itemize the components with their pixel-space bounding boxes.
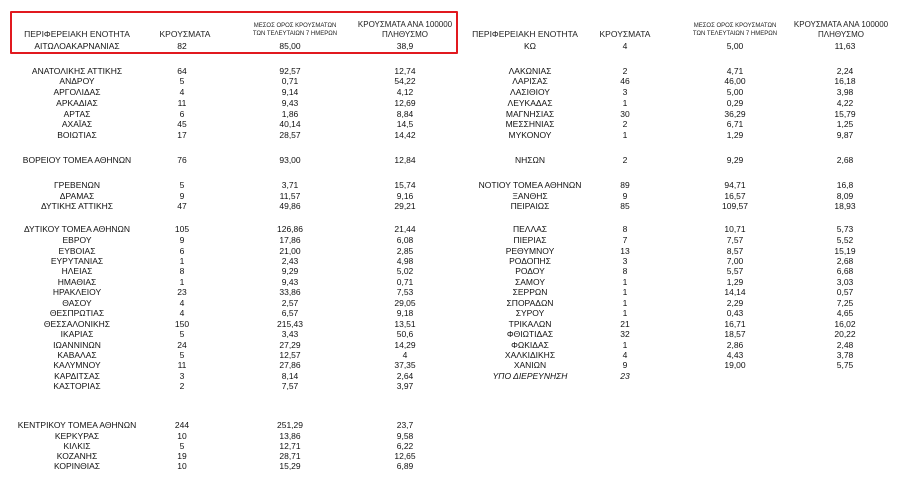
right-row-cases: 2 bbox=[622, 155, 628, 165]
right-row-region: ΣΥΡΟΥ bbox=[515, 308, 545, 318]
right-row-avg: 16,71 bbox=[724, 319, 746, 329]
right-row-per100k: 5,52 bbox=[836, 235, 854, 245]
left-row-avg: 27,86 bbox=[279, 360, 301, 370]
left-row-per100k: 14,29 bbox=[394, 340, 416, 350]
right-row-region: ΠΕΙΡΑΙΩΣ bbox=[510, 201, 550, 211]
right-row-region: ΝΟΤΙΟΥ ΤΟΜΕΑ ΑΘΗΝΩΝ bbox=[478, 180, 582, 190]
left-row-per100k: 12,74 bbox=[394, 66, 416, 76]
right-row-avg: 7,57 bbox=[726, 235, 744, 245]
right-row-region: ΛΑΣΙΘΙΟΥ bbox=[510, 87, 550, 97]
right-row-region: ΠΕΛΛΑΣ bbox=[512, 224, 548, 234]
left-row-cases: 19 bbox=[177, 451, 187, 461]
right-row-region: ΡΟΔΟΥ bbox=[515, 266, 545, 276]
right-row-cases: 1 bbox=[622, 298, 628, 308]
left-row-cases: 82 bbox=[177, 41, 187, 51]
left-row-cases: 6 bbox=[179, 246, 185, 256]
right-row-cases: 13 bbox=[620, 246, 630, 256]
left-row-avg: 3,43 bbox=[281, 329, 299, 339]
left-row-avg: 12,57 bbox=[279, 350, 301, 360]
left-row-per100k: 21,44 bbox=[394, 224, 416, 234]
right-row-cases: 30 bbox=[620, 109, 630, 119]
right-row-per100k: 3,78 bbox=[836, 350, 854, 360]
right-row-cases: 46 bbox=[620, 76, 630, 86]
left-row-avg: 12,71 bbox=[279, 441, 301, 451]
right-row-per100k: 8,09 bbox=[836, 191, 854, 201]
right-row-cases: 8 bbox=[622, 266, 628, 276]
left-row-region: ΚΟΖΑΝΗΣ bbox=[56, 451, 98, 461]
right-row-region: ΞΑΝΘΗΣ bbox=[512, 191, 548, 201]
right-row-avg: 1,29 bbox=[726, 277, 744, 287]
left-row-region: ΚΑΡΔΙΤΣΑΣ bbox=[54, 371, 100, 381]
right-row-cases: 1 bbox=[622, 287, 628, 297]
left-row-region: ΚΕΡΚΥΡΑΣ bbox=[54, 431, 100, 441]
right-row-region: ΥΠΟ ΔΙΕΡΕΥΝΗΣΗ bbox=[492, 371, 568, 381]
left-row-region: ΑΡΓΟΛΙΔΑΣ bbox=[53, 87, 101, 97]
right-row-region: ΠΙΕΡΙΑΣ bbox=[513, 235, 547, 245]
left-row-cases: 6 bbox=[179, 109, 185, 119]
left-row-cases: 64 bbox=[177, 66, 187, 76]
left-row-avg: 2,43 bbox=[281, 256, 299, 266]
left-row-per100k: 0,71 bbox=[396, 277, 414, 287]
right-row-region: ΦΩΚΙΔΑΣ bbox=[511, 340, 549, 350]
right-header-region: ΠΕΡΙΦΕΡΕΙΑΚΗ ΕΝΟΤΗΤΑ bbox=[472, 29, 578, 39]
left-row-region: ΑΝΔΡΟΥ bbox=[59, 76, 95, 86]
left-row-per100k: 7,53 bbox=[396, 287, 414, 297]
left-row-per100k: 9,58 bbox=[396, 431, 414, 441]
left-row-cases: 1 bbox=[179, 256, 185, 266]
right-row-avg: 5,00 bbox=[726, 41, 744, 51]
left-row-cases: 11 bbox=[177, 360, 187, 370]
right-row-region: ΡΟΔΟΠΗΣ bbox=[509, 256, 551, 266]
left-row-per100k: 14,42 bbox=[394, 130, 416, 140]
left-row-region: ΗΜΑΘΙΑΣ bbox=[57, 277, 97, 287]
left-row-per100k: 8,84 bbox=[396, 109, 414, 119]
left-row-avg: 85,00 bbox=[279, 41, 301, 51]
right-row-region: ΜΑΓΝΗΣΙΑΣ bbox=[505, 109, 555, 119]
right-row-avg: 19,00 bbox=[724, 360, 746, 370]
right-row-avg: 4,71 bbox=[726, 66, 744, 76]
left-row-per100k: 4 bbox=[402, 350, 408, 360]
left-row-per100k: 29,05 bbox=[394, 298, 416, 308]
left-row-cases: 5 bbox=[179, 76, 185, 86]
right-row-avg: 94,71 bbox=[724, 180, 746, 190]
left-row-per100k: 23,7 bbox=[396, 420, 414, 430]
right-header-cases: ΚΡΟΥΣΜΑΤΑ bbox=[599, 29, 651, 39]
left-row-region: ΕΒΡΟΥ bbox=[62, 235, 92, 245]
right-row-per100k: 2,48 bbox=[836, 340, 854, 350]
left-row-cases: 5 bbox=[179, 441, 185, 451]
right-row-per100k: 2,68 bbox=[836, 256, 854, 266]
left-row-avg: 9,43 bbox=[281, 98, 299, 108]
right-row-per100k: 4,22 bbox=[836, 98, 854, 108]
right-row-avg: 0,43 bbox=[726, 308, 744, 318]
right-row-region: ΜΕΣΣΗΝΙΑΣ bbox=[505, 119, 555, 129]
left-row-region: ΚΙΛΚΙΣ bbox=[63, 441, 91, 451]
left-row-region: ΑΝΑΤΟΛΙΚΗΣ ΑΤΤΙΚΗΣ bbox=[31, 66, 123, 76]
left-row-avg: 27,29 bbox=[279, 340, 301, 350]
right-row-avg: 0,29 bbox=[726, 98, 744, 108]
left-row-per100k: 37,35 bbox=[394, 360, 416, 370]
right-row-per100k: 2,24 bbox=[836, 66, 854, 76]
left-header-region: ΠΕΡΙΦΕΡΕΙΑΚΗ ΕΝΟΤΗΤΑ bbox=[24, 29, 130, 39]
right-row-cases: 1 bbox=[622, 340, 628, 350]
left-row-region: ΔΥΤΙΚΗΣ ΑΤΤΙΚΗΣ bbox=[40, 201, 114, 211]
right-row-per100k: 3,03 bbox=[836, 277, 854, 287]
left-row-avg: 92,57 bbox=[279, 66, 301, 76]
left-row-cases: 10 bbox=[177, 461, 187, 471]
right-row-cases: 89 bbox=[620, 180, 630, 190]
left-row-per100k: 14,5 bbox=[396, 119, 414, 129]
right-row-avg: 4,43 bbox=[726, 350, 744, 360]
left-row-cases: 105 bbox=[174, 224, 190, 234]
right-row-region: ΣΕΡΡΩΝ bbox=[512, 287, 548, 297]
right-row-per100k: 2,68 bbox=[836, 155, 854, 165]
left-row-cases: 17 bbox=[177, 130, 187, 140]
left-row-per100k: 15,74 bbox=[394, 180, 416, 190]
left-header-per100k: ΚΡΟΥΣΜΑΤΑ ΑΝΑ 100000 ΠΛΗΘΥΣΜΟ bbox=[357, 20, 453, 39]
left-header-cases: ΚΡΟΥΣΜΑΤΑ bbox=[159, 29, 211, 39]
left-row-per100k: 4,98 bbox=[396, 256, 414, 266]
right-header-avg: ΜΕΣΟΣ ΟΡΟΣ ΚΡΟΥΣΜΑΤΩΝ ΤΩΝ ΤΕΛΕΥΤΑΙΩΝ 7 ΗΜΕΡΩΝ bbox=[692, 23, 778, 37]
right-row-cases: 4 bbox=[622, 350, 628, 360]
left-row-cases: 1 bbox=[179, 277, 185, 287]
left-row-region: ΗΡΑΚΛΕΙΟΥ bbox=[52, 287, 102, 297]
left-header-avg: ΜΕΣΟΣ ΟΡΟΣ ΚΡΟΥΣΜΑΤΩΝ ΤΩΝ ΤΕΛΕΥΤΑΙΩΝ 7 ΗΜΕΡΩΝ bbox=[252, 23, 338, 37]
right-row-avg: 16,57 bbox=[724, 191, 746, 201]
right-row-cases: 9 bbox=[622, 191, 628, 201]
right-row-per100k: 16,02 bbox=[834, 319, 856, 329]
left-row-cases: 3 bbox=[179, 371, 185, 381]
left-row-avg: 8,14 bbox=[281, 371, 299, 381]
right-row-avg: 6,71 bbox=[726, 119, 744, 129]
left-row-per100k: 38,9 bbox=[396, 41, 414, 51]
left-row-avg: 1,86 bbox=[281, 109, 299, 119]
left-row-per100k: 6,08 bbox=[396, 235, 414, 245]
left-row-cases: 8 bbox=[179, 266, 185, 276]
right-row-cases: 4 bbox=[622, 41, 628, 51]
right-row-per100k: 7,25 bbox=[836, 298, 854, 308]
right-row-per100k: 11,63 bbox=[834, 41, 856, 51]
left-row-avg: 17,86 bbox=[279, 235, 301, 245]
left-row-avg: 49,86 bbox=[279, 201, 301, 211]
right-row-per100k: 15,79 bbox=[834, 109, 856, 119]
left-row-per100k: 12,69 bbox=[394, 98, 416, 108]
left-row-cases: 2 bbox=[179, 381, 185, 391]
right-row-per100k: 16,18 bbox=[834, 76, 856, 86]
left-row-avg: 40,14 bbox=[279, 119, 301, 129]
left-row-per100k: 4,12 bbox=[396, 87, 414, 97]
left-row-region: ΘΕΣΣΑΛΟΝΙΚΗΣ bbox=[43, 319, 111, 329]
left-row-per100k: 54,22 bbox=[394, 76, 416, 86]
left-row-avg: 126,86 bbox=[277, 224, 303, 234]
right-row-cases: 2 bbox=[622, 66, 628, 76]
right-row-per100k: 6,68 bbox=[836, 266, 854, 276]
right-row-cases: 23 bbox=[620, 371, 630, 381]
left-row-cases: 5 bbox=[179, 350, 185, 360]
left-row-region: ΚΑΣΤΟΡΙΑΣ bbox=[53, 381, 101, 391]
right-row-per100k: 1,25 bbox=[836, 119, 854, 129]
left-row-avg: 215,43 bbox=[277, 319, 303, 329]
left-row-cases: 244 bbox=[174, 420, 190, 430]
right-row-per100k: 3,98 bbox=[836, 87, 854, 97]
right-row-region: ΧΑΛΚΙΔΙΚΗΣ bbox=[504, 350, 556, 360]
left-row-region: ΑΡΤΑΣ bbox=[63, 109, 91, 119]
left-row-per100k: 2,85 bbox=[396, 246, 414, 256]
right-row-cases: 1 bbox=[622, 98, 628, 108]
right-row-avg: 7,00 bbox=[726, 256, 744, 266]
left-row-avg: 9,43 bbox=[281, 277, 299, 287]
left-row-avg: 21,00 bbox=[279, 246, 301, 256]
left-row-per100k: 2,64 bbox=[396, 371, 414, 381]
left-row-cases: 10 bbox=[177, 431, 187, 441]
right-row-per100k: 5,75 bbox=[836, 360, 854, 370]
right-row-per100k: 5,73 bbox=[836, 224, 854, 234]
left-row-region: ΚΕΝΤΡΙΚΟΥ ΤΟΜΕΑ ΑΘΗΝΩΝ bbox=[17, 420, 137, 430]
left-row-cases: 4 bbox=[179, 87, 185, 97]
left-row-avg: 13,86 bbox=[279, 431, 301, 441]
right-row-per100k: 18,93 bbox=[834, 201, 856, 211]
right-row-cases: 21 bbox=[620, 319, 630, 329]
left-row-avg: 0,71 bbox=[281, 76, 299, 86]
right-row-avg: 8,57 bbox=[726, 246, 744, 256]
right-row-avg: 5,57 bbox=[726, 266, 744, 276]
right-row-avg: 14,14 bbox=[724, 287, 746, 297]
left-row-region: ΘΕΣΠΡΩΤΙΑΣ bbox=[49, 308, 105, 318]
left-row-avg: 2,57 bbox=[281, 298, 299, 308]
right-row-region: ΡΕΘΥΜΝΟΥ bbox=[505, 246, 555, 256]
right-row-cases: 1 bbox=[622, 277, 628, 287]
left-row-region: ΕΥΒΟΙΑΣ bbox=[58, 246, 96, 256]
right-header-per100k: ΚΡΟΥΣΜΑΤΑ ΑΝΑ 100000 ΠΛΗΘΥΣΜΟ bbox=[793, 20, 889, 39]
left-row-region: ΕΥΡΥΤΑΝΙΑΣ bbox=[50, 256, 104, 266]
right-row-region: ΜΥΚΟΝΟΥ bbox=[508, 130, 552, 140]
left-row-avg: 9,14 bbox=[281, 87, 299, 97]
right-row-cases: 3 bbox=[622, 87, 628, 97]
right-row-region: ΣΠΟΡΑΔΩΝ bbox=[506, 298, 554, 308]
right-row-region: ΧΑΝΙΩΝ bbox=[513, 360, 547, 370]
left-row-region: ΙΚΑΡΙΑΣ bbox=[60, 329, 94, 339]
right-row-avg: 2,86 bbox=[726, 340, 744, 350]
left-row-per100k: 50,6 bbox=[396, 329, 414, 339]
left-row-cases: 5 bbox=[179, 329, 185, 339]
right-row-cases: 1 bbox=[622, 130, 628, 140]
left-row-cases: 45 bbox=[177, 119, 187, 129]
right-row-cases: 3 bbox=[622, 256, 628, 266]
left-row-cases: 9 bbox=[179, 235, 185, 245]
right-row-per100k: 9,87 bbox=[836, 130, 854, 140]
left-row-per100k: 5,02 bbox=[396, 266, 414, 276]
right-row-cases: 85 bbox=[620, 201, 630, 211]
left-row-avg: 93,00 bbox=[279, 155, 301, 165]
right-row-cases: 1 bbox=[622, 308, 628, 318]
right-row-per100k: 16,8 bbox=[836, 180, 854, 190]
left-row-per100k: 29,21 bbox=[394, 201, 416, 211]
left-row-region: ΓΡΕΒΕΝΩΝ bbox=[54, 180, 100, 190]
left-row-avg: 9,29 bbox=[281, 266, 299, 276]
left-row-cases: 4 bbox=[179, 308, 185, 318]
left-row-cases: 76 bbox=[177, 155, 187, 165]
left-row-cases: 150 bbox=[174, 319, 190, 329]
left-row-avg: 6,57 bbox=[281, 308, 299, 318]
right-row-avg: 9,29 bbox=[726, 155, 744, 165]
right-row-region: ΣΑΜΟΥ bbox=[514, 277, 546, 287]
left-row-cases: 24 bbox=[177, 340, 187, 350]
right-row-avg: 10,71 bbox=[724, 224, 746, 234]
left-row-per100k: 6,89 bbox=[396, 461, 414, 471]
right-row-region: ΦΘΙΩΤΙΔΑΣ bbox=[506, 329, 554, 339]
left-row-per100k: 13,51 bbox=[394, 319, 416, 329]
left-row-region: ΚΑΒΑΛΑΣ bbox=[57, 350, 97, 360]
right-row-avg: 109,57 bbox=[722, 201, 748, 211]
left-row-region: ΙΩΑΝΝΙΝΩΝ bbox=[53, 340, 101, 350]
right-row-avg: 5,00 bbox=[726, 87, 744, 97]
left-row-region: ΒΟΡΕΙΟΥ ΤΟΜΕΑ ΑΘΗΝΩΝ bbox=[22, 155, 132, 165]
left-row-avg: 11,57 bbox=[279, 191, 301, 201]
right-row-cases: 7 bbox=[622, 235, 628, 245]
left-row-region: ΒΟΙΩΤΙΑΣ bbox=[57, 130, 97, 140]
left-row-avg: 28,71 bbox=[279, 451, 301, 461]
right-row-cases: 9 bbox=[622, 360, 628, 370]
right-row-avg: 1,29 bbox=[726, 130, 744, 140]
left-row-region: ΘΑΣΟΥ bbox=[62, 298, 92, 308]
right-row-cases: 2 bbox=[622, 119, 628, 129]
left-row-region: ΑΡΚΑΔΙΑΣ bbox=[56, 98, 98, 108]
left-row-region: ΔΥΤΙΚΟΥ ΤΟΜΕΑ ΑΘΗΝΩΝ bbox=[23, 224, 131, 234]
left-row-avg: 7,57 bbox=[281, 381, 299, 391]
right-row-avg: 36,29 bbox=[724, 109, 746, 119]
right-row-avg: 2,29 bbox=[726, 298, 744, 308]
right-row-per100k: 20,22 bbox=[834, 329, 856, 339]
right-row-avg: 46,00 bbox=[724, 76, 746, 86]
left-row-cases: 9 bbox=[179, 191, 185, 201]
left-row-cases: 4 bbox=[179, 298, 185, 308]
left-row-cases: 11 bbox=[177, 98, 187, 108]
left-row-per100k: 3,97 bbox=[396, 381, 414, 391]
left-row-per100k: 12,84 bbox=[394, 155, 416, 165]
left-row-region: ΚΑΛΥΜΝΟΥ bbox=[53, 360, 101, 370]
right-row-region: ΚΩ bbox=[523, 41, 537, 51]
right-row-region: ΤΡΙΚΑΛΩΝ bbox=[508, 319, 552, 329]
left-row-cases: 23 bbox=[177, 287, 187, 297]
right-row-per100k: 15,19 bbox=[834, 246, 856, 256]
left-row-per100k: 12,65 bbox=[394, 451, 416, 461]
left-row-region: ΑΙΤΩΛΟΑΚΑΡΝΑΝΙΑΣ bbox=[34, 41, 120, 51]
right-row-region: ΛΑΚΩΝΙΑΣ bbox=[508, 66, 552, 76]
left-row-cases: 47 bbox=[177, 201, 187, 211]
right-row-region: ΛΑΡΙΣΑΣ bbox=[512, 76, 548, 86]
left-row-avg: 3,71 bbox=[281, 180, 299, 190]
right-row-per100k: 4,65 bbox=[836, 308, 854, 318]
right-row-region: ΝΗΣΩΝ bbox=[514, 155, 546, 165]
right-row-per100k: 0,57 bbox=[836, 287, 854, 297]
left-row-region: ΚΟΡΙΝΘΙΑΣ bbox=[53, 461, 101, 471]
left-row-avg: 28,57 bbox=[279, 130, 301, 140]
left-row-avg: 33,86 bbox=[279, 287, 301, 297]
left-row-per100k: 6,22 bbox=[396, 441, 414, 451]
left-row-region: ΔΡΑΜΑΣ bbox=[59, 191, 95, 201]
left-row-region: ΑΧΑΪΑΣ bbox=[61, 119, 93, 129]
left-row-per100k: 9,18 bbox=[396, 308, 414, 318]
left-row-cases: 5 bbox=[179, 180, 185, 190]
left-row-per100k: 9,16 bbox=[396, 191, 414, 201]
right-row-cases: 32 bbox=[620, 329, 630, 339]
right-row-region: ΛΕΥΚΑΔΑΣ bbox=[507, 98, 553, 108]
left-row-avg: 15,29 bbox=[279, 461, 301, 471]
right-row-cases: 8 bbox=[622, 224, 628, 234]
left-row-region: ΗΛΕΙΑΣ bbox=[61, 266, 93, 276]
right-row-avg: 18,57 bbox=[724, 329, 746, 339]
left-row-avg: 251,29 bbox=[277, 420, 303, 430]
